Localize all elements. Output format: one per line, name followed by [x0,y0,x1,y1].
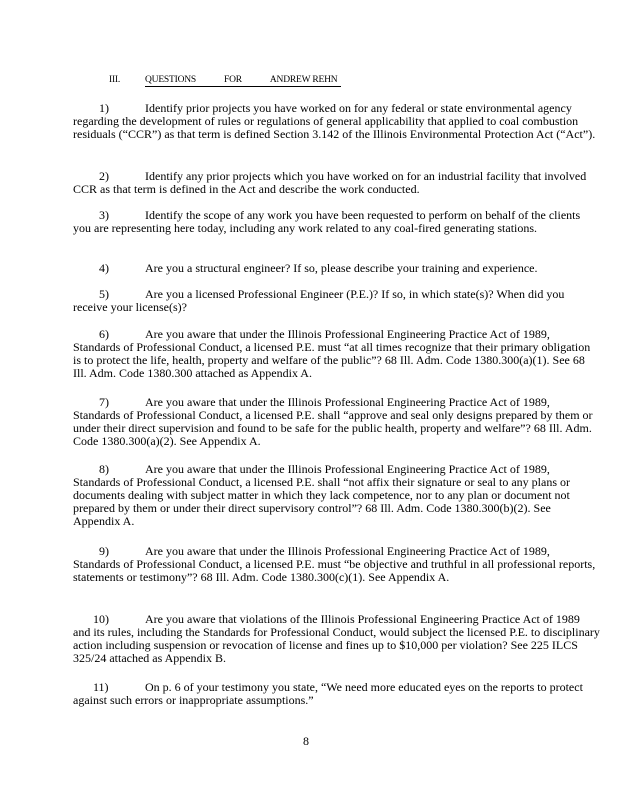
question-number: 5) [99,287,109,301]
question-text: Identify prior projects you have worked on for any federal or state environmental agency regarding the development of rules or regulations of general applicability that applied to coal combustion residuals (“CCR”) as that term is defined Section 3.142 of the Illinois Environmental Protection Act (“Act”). [73,101,596,141]
question-3 [73,209,600,235]
question-5 [73,288,600,314]
question-number: 1) [99,101,109,115]
question-number: 8) [99,462,109,476]
question-1 [73,102,600,141]
question-text: Identify any prior projects which you have worked on for an industrial facility that involved CCR as that term is defined in the Act and describe the work conducted. [73,169,587,196]
question-number: 11) [93,680,109,694]
section-number: III. [109,75,121,85]
question-8 [73,463,600,528]
question-11 [73,681,600,707]
question-text: On p. 6 of your testimony you state, “We need more educated eyes on the reports to protect against such errors or inappropriate assumptions.” [73,680,583,707]
question-2 [73,170,600,196]
question-text: Are you a structural engineer? If so, please describe your training and experience. [145,261,538,275]
question-number: 3) [99,208,109,222]
page-number: 8 [303,734,309,748]
question-number: 2) [99,169,109,183]
question-number: 7) [99,395,109,409]
question-text: Are you aware that under the Illinois Professional Engineering Practice Act of 1989, Standards of Professional Conduct, a licensed P.E. must “be objective and truthful in all professional reports, statements or testimony”? 68 Ill. Adm. Code 1380.300(c)(1). See Appendix A. [73,544,596,584]
question-6 [73,328,600,380]
section-title-word: ANDREW REHN [269,75,338,85]
question-text: Are you aware that violations of the Illinois Professional Engineering Practice Act of 1989 and its rules, including the Standards for Professional Conduct, would subject the licensed P.E. to disciplinary action including suspension or revocation of license and fines up to $10,000 per violation? See 225 ILCS 325/24 attached as Appendix B. [73,612,600,665]
question-4 [73,262,600,275]
question-text: Are you a licensed Professional Engineer (P.E.)? If so, in which state(s)? When did you receive your license(s)? [73,287,565,314]
section-title [145,75,341,87]
question-text: Are you aware that under the Illinois Professional Engineering Practice Act of 1989, Standards of Professional Conduct, a licensed P.E. must “at all times recognize that their primary obligation is to protect the life, health, property and welfare of the public”? 68 Ill. Adm. Code 1380.300(a)(1). See 68 Ill. Adm. Code 1380.300 attached as Appendix A. [73,327,591,380]
question-number: 4) [99,261,109,275]
question-text: Are you aware that under the Illinois Professional Engineering Practice Act of 1989, Standards of Professional Conduct, a licensed P.E. shall “not affix their signature or seal to any plans or documents dealing with subject matter in which they lack competence, nor to any plan or document not prepared by them or under their direct supervisory control”? 68 Ill. Adm. Code 1380.300(b)(2). See Appendix A. [73,462,571,528]
question-number: 6) [99,327,109,341]
question-9 [73,545,600,584]
question-text: Are you aware that under the Illinois Professional Engineering Practice Act of 1989, Standards of Professional Conduct, a licensed P.E. shall “approve and seal only designs prepared by them or under their direct supervision and found to be safe for the public health, property and welfare”? 68 Ill. Adm. Code 1380.300(a)(2). See Appendix A. [73,395,593,448]
question-number: 9) [99,544,109,558]
section-title-word: FOR [223,75,242,85]
section-title-word: QUESTIONS [145,75,196,85]
question-number: 10) [93,612,109,626]
question-text: Identify the scope of any work you have been requested to perform on behalf of the clients you are representing here today, including any work related to any coal-fired generating stations. [73,208,581,235]
question-7 [73,396,600,448]
question-10 [73,613,600,665]
